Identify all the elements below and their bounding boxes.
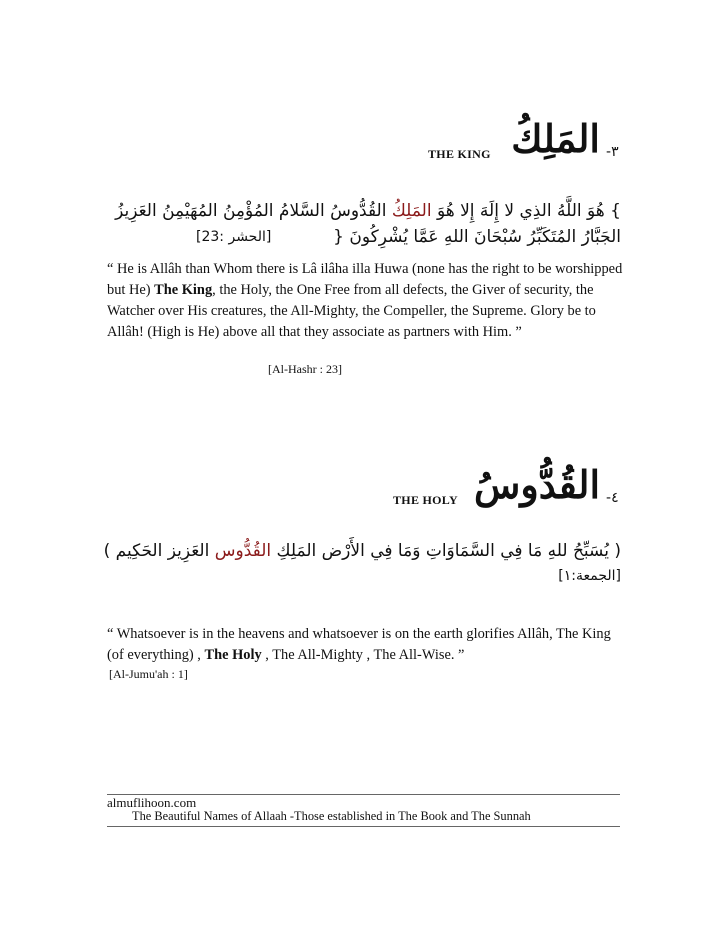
translation-text: , the Holy, the One Free from all defects, the Giver of security, the Watcher over His creatures, the All-Mighty, the Compeller, the Supreme. Glory be to Allâh! (High is He) above all that they associate as partners with Him. ” (107, 282, 596, 340)
verse-text: ( يُسَبِّحُ للهِ مَا فِي السَّمَاوَاتِ وَمَا فِي الأَرْض المَلِكِ (271, 541, 621, 561)
verse-reference: [الحشر :23] (196, 229, 272, 245)
english-title: THE HOLY (393, 493, 458, 507)
verse-reference: [الجمعة:١] (558, 568, 621, 584)
translation-paragraph (107, 259, 627, 343)
verse-text: } هُوَ اللَّهُ الذِي لا إِلَهَ إِلا هُوَ (431, 201, 621, 221)
arabic-name-title: القُدُّوسُ (473, 462, 600, 507)
translation-bold-name: The King (154, 282, 213, 298)
highlighted-name: المَلِكُ (391, 201, 432, 221)
highlighted-name: القُدُّوس (214, 541, 272, 561)
footer-divider-bottom (107, 826, 620, 827)
translation-text: “ Whatsoever is in the heavens and whatsoever is on the earth glorifies Allâh, The King (of everything) , (107, 626, 611, 663)
verse-text: القُدُّوسُ السَّلامُ المُؤْمِنُ المُهَيْمِنُ العَزِيزُ (115, 201, 392, 221)
english-title: THE KING (428, 147, 491, 161)
translation-text: , The All-Mighty , The All-Wise. ” (261, 647, 465, 663)
verse-line-1 (115, 200, 621, 224)
translation-paragraph (107, 624, 627, 666)
verse-line-1 (104, 540, 621, 564)
section-number: -٣ (606, 144, 619, 160)
verse-text: العَزِيز الحَكِيم ) (103, 541, 215, 561)
footer-subtitle: The Beautiful Names of Allaah -Those established in The Book and The Sunnah (132, 809, 531, 823)
translation-text: “ He is Allâh than Whom there is Lâ ilâha illa Huwa (none has the right to be worshipped but He) (107, 261, 623, 298)
translation-reference: [Al-Jumu'ah : 1] (109, 667, 188, 681)
translation-reference: [Al-Hashr : 23] (268, 362, 342, 376)
translation-bold-name: The Holy (204, 647, 262, 663)
verse-line-2: الجَبَّارُ المُتَكَبِّرُ سُبْحَانَ اللهِ عَمَّا يُشْرِكُونَ { (333, 227, 621, 247)
section-number: -٤ (606, 490, 619, 506)
footer-site-link[interactable]: almuflihoon.com (107, 795, 197, 810)
arabic-name-title: المَلِكُ (511, 116, 600, 161)
